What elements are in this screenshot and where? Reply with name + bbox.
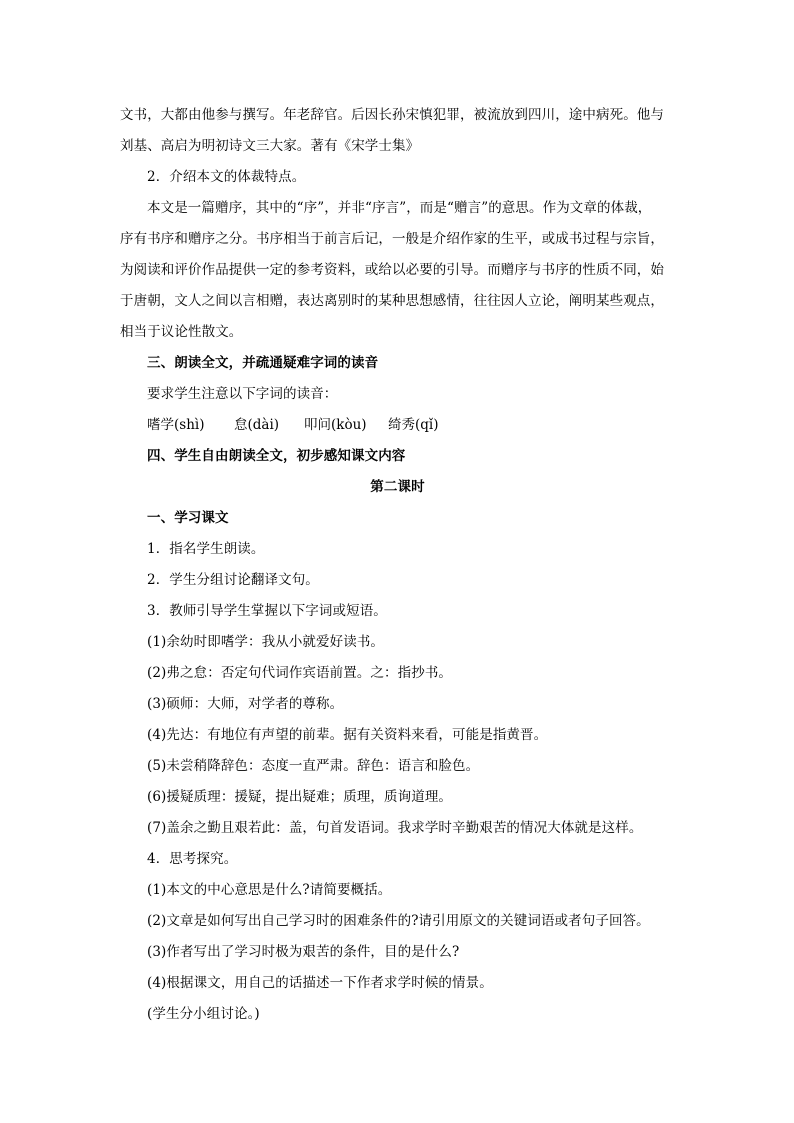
genre-line-2: 序有书序和赠序之分。书序相当于前言后记，一般是介绍作家的生平，或成书过程与宗旨， xyxy=(120,231,664,247)
genre-line-4: 于唐朝，文人之间以言相赠，表达离别时的某种思想感情，往往因人立论，阐明某些观点， xyxy=(120,293,664,309)
question-item: (4)根据课文，用自己的话描述一下作者求学时候的情景。 xyxy=(147,975,493,991)
question-item: (2)文章是如何写出自己学习时的困难条件的?请引用原文的关键词语或者句子回答。 xyxy=(147,913,650,929)
pinyin-list xyxy=(120,410,675,441)
study-step-2: 2．学生分组讨论翻译文句。 xyxy=(147,572,319,588)
section3-requirement: 要求学生注意以下字词的读音： xyxy=(147,386,338,402)
word-note: (4)先达：有地位有声望的前辈。据有关资料来看，可能是指黄晋。 xyxy=(147,727,548,743)
section4-heading: 四、学生自由朗读全文，初步感知课文内容 xyxy=(147,448,406,464)
genre-line-1: 本文是一篇赠序，其中的“序”，并非“序言”，而是“赠言”的意思。作为文章的体裁， xyxy=(147,200,652,216)
question-item: (1)本文的中心意思是什么?请简要概括。 xyxy=(147,882,392,898)
study-step-4: 4．思考探究。 xyxy=(147,851,238,867)
section3-heading: 三、朗读全文，并疏通疑难字词的读音 xyxy=(147,355,379,371)
genre-line-5: 相当于议论性散文。 xyxy=(120,324,243,340)
pinyin-item: 叩问(kòu) xyxy=(304,417,367,433)
intro-line-1: 文书，大都由他参与撰写。年老辞官。后因长孙宋慎犯罪，被流放到四川，途中病死。他与 xyxy=(120,107,664,123)
discussion-note: (学生分小组讨论。) xyxy=(147,1006,260,1022)
document-body xyxy=(120,100,675,1030)
word-note: (3)硕师：大师，对学者的尊称。 xyxy=(147,696,344,712)
word-note: (2)弗之怠：否定句代词作宾语前置。之：指抄书。 xyxy=(147,665,453,681)
word-note: (5)未尝稍降辞色：态度一直严肃。辞色：语言和脸色。 xyxy=(147,758,480,774)
study-step-1: 1．指名学生朗读。 xyxy=(147,541,265,557)
genre-line-3: 为阅读和评价作品提供一定的参考资料，或给以必要的引导。而赠序与书序的性质不同，始 xyxy=(120,262,664,278)
lesson2-title: 第二课时 xyxy=(370,479,425,495)
study-heading: 一、学习课文 xyxy=(147,510,229,526)
word-note: (1)余幼时即嗜学：我从小就爱好读书。 xyxy=(147,634,385,650)
item2-title: 2．介绍本文的体裁特点。 xyxy=(147,169,306,185)
word-note: (7)盖余之勤且艰若此：盖，句首发语词。我求学时辛勤艰苦的情况大体就是这样。 xyxy=(147,820,643,836)
question-item: (3)作者写出了学习时极为艰苦的条件，目的是什么? xyxy=(147,944,460,960)
intro-line-2: 刘基、高启为明初诗文三大家。著有《宋学士集》 xyxy=(120,138,420,154)
study-step-3: 3．教师引导学生掌握以下字词或短语。 xyxy=(147,603,387,619)
word-note: (6)援疑质理：援疑，提出疑难；质理，质询道理。 xyxy=(147,789,453,805)
pinyin-item: 嗜学(shì) xyxy=(147,417,205,433)
pinyin-item: 绮秀(qǐ) xyxy=(388,417,439,433)
pinyin-item: 怠(dài) xyxy=(234,417,280,433)
